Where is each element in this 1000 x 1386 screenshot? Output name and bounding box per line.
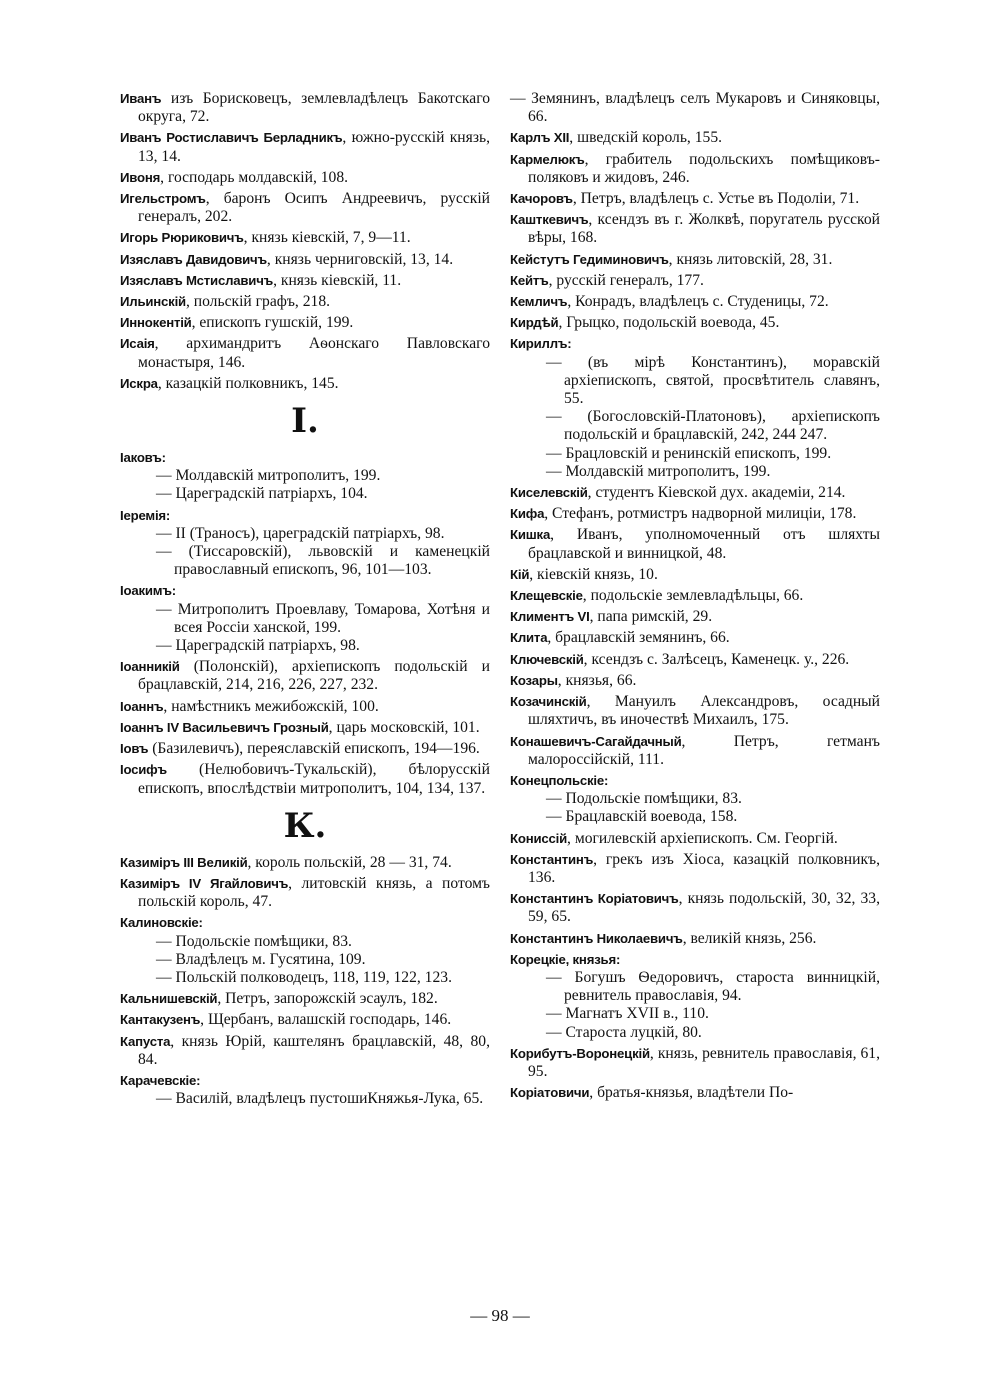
entry-text: , князь кіевскій, 7, 9—11. xyxy=(243,229,411,247)
entry-subitem: — Митрополитъ Проевлаву, Томарова, Хотѣня и всея Россіи ханской, 199. xyxy=(156,600,490,636)
entry-text: , баронъ Осипъ Андреевичъ, русскій генералъ, 202. xyxy=(138,190,490,226)
entry-heading: Конецпольскіе: xyxy=(510,772,609,788)
index-entry xyxy=(120,875,490,911)
index-entry xyxy=(120,190,490,226)
entry-text: , Петръ, запорожскій эсаулъ, 182. xyxy=(217,990,438,1008)
index-entry xyxy=(120,761,490,797)
entry-text: , ксендзъ въ г. Жолквѣ, поругатель русской вѣры, 168. xyxy=(528,211,880,247)
entry-heading: Корецкіе, князья: xyxy=(510,951,621,967)
entry-heading: Карачевскіе: xyxy=(120,1072,201,1088)
index-entry xyxy=(510,693,880,729)
index-entry xyxy=(120,272,490,290)
entry-heading: Кальнишевскій xyxy=(120,991,218,1007)
index-entry xyxy=(510,251,880,269)
entry-heading: Ильинскій xyxy=(120,294,186,310)
entry-text: , русскій генералъ, 177. xyxy=(548,271,704,289)
entry-heading: Карлъ XII xyxy=(510,130,570,146)
entry-subitem: — Владѣлецъ м. Гусятина, 109. xyxy=(156,950,366,968)
index-entry xyxy=(120,719,490,737)
entry-subitem: — Молдавскій митрополитъ, 199. xyxy=(546,462,771,480)
index-entry xyxy=(120,507,490,580)
index-entry xyxy=(120,229,490,247)
page-number: — 98 — xyxy=(470,1306,530,1325)
index-entry xyxy=(120,1011,490,1029)
entry-heading: Капуста xyxy=(120,1033,171,1049)
index-entry xyxy=(510,129,880,147)
entry-heading: Іовъ xyxy=(120,741,149,757)
entry-text: , ксендзъ с. Залѣсецъ, Каменецк. у., 226. xyxy=(583,650,850,668)
entry-text: изъ Борисковецъ, землевладѣлецъ Бакотскаго округа, 72. xyxy=(138,90,490,126)
entry-text: , намѣстникъ межибожскій, 100. xyxy=(163,697,379,715)
index-entry xyxy=(510,587,880,605)
index-entry xyxy=(120,914,490,987)
index-entry xyxy=(510,651,880,669)
entry-subitem: — Цареградскій патріархъ, 104. xyxy=(156,485,368,503)
index-entry xyxy=(510,335,880,481)
entry-text: , папа римскій, 29. xyxy=(589,608,713,626)
index-entry xyxy=(120,449,490,504)
entry-heading: Иванъ Ростиславичъ Берладникъ xyxy=(120,130,343,146)
entry-text: , Стефанъ, ротмистръ надворной милиціи, 178. xyxy=(544,505,857,523)
entry-heading: Казиміръ IV Ягайловичъ xyxy=(120,875,289,891)
entry-heading: Ивоня xyxy=(120,169,161,185)
entry-heading: Ключевскій xyxy=(510,651,584,667)
entry-text: — Земянинъ, владѣлецъ селъ Мукаровъ и Синяковцы, 66. xyxy=(510,90,880,126)
entry-subitem: — Цареградскій патріархъ, 98. xyxy=(156,637,360,655)
index-entry xyxy=(510,566,880,584)
entry-text: (Базилевичъ), переяславскій епископъ, 194—196. xyxy=(148,740,480,758)
index-entry xyxy=(120,335,490,371)
entry-subitem: — Брацловскій и ренинскій епископъ, 199. xyxy=(546,444,832,462)
entry-text: , подольскіе землевладѣльцы, 66. xyxy=(582,587,804,605)
index-entry xyxy=(510,314,880,332)
entry-heading: Кармелюкъ xyxy=(510,151,585,167)
entry-text: , могилевскій архіепископъ. См. Георгій. xyxy=(567,829,838,847)
index-entry xyxy=(510,608,880,626)
index-entry xyxy=(510,1045,880,1081)
index-entry xyxy=(120,1033,490,1069)
index-entry xyxy=(120,1072,490,1108)
index-entry xyxy=(510,211,880,247)
entry-text: , Петръ, владѣлецъ с. Устье въ Подоліи, 71. xyxy=(572,190,860,208)
entry-text: , князь Юрій, каштелянъ брацлавскій, 48, 80, 84. xyxy=(138,1032,490,1068)
entry-text: , князь кіевскій, 11. xyxy=(273,271,402,289)
index-entry xyxy=(510,772,880,827)
entry-text: , студентъ Кіевской дух. академіи, 214. xyxy=(587,484,846,502)
entry-heading: Игельстромъ xyxy=(120,191,206,207)
entry-heading: Изяславъ Мстиславичъ xyxy=(120,272,274,288)
index-entry xyxy=(510,526,880,562)
entry-heading: Исаія xyxy=(120,336,155,352)
index-entry xyxy=(510,1084,880,1102)
entry-text: , господарь молдавскій, 108. xyxy=(160,168,349,186)
entry-text: , шведскій король, 155. xyxy=(569,129,723,147)
entry-subitem: — Брацлавскій воевода, 158. xyxy=(546,808,738,826)
entry-heading: Кониссій xyxy=(510,830,568,846)
entry-heading: Кій xyxy=(510,566,530,582)
entry-heading: Корибутъ-Воронецкій xyxy=(510,1045,650,1061)
entry-text: , Мануилъ Александровъ, осадный шляхтичъ, въ иночествѣ Михаилъ, 175. xyxy=(528,693,880,729)
index-entry xyxy=(510,890,880,926)
entry-heading: Константинъ Николаевичъ xyxy=(510,930,683,946)
entry-subitem: — Польскій полководецъ, 118, 119, 122, 123. xyxy=(156,968,452,986)
entry-subitem: — (въ мірѣ Константинъ), моравскій архіепископъ, святой, просвѣтитель славянъ, 55. xyxy=(546,353,880,408)
entry-subitem: — Подольскіе помѣщики, 83. xyxy=(156,932,352,950)
entry-heading: Іоакимъ: xyxy=(120,583,176,599)
entry-heading: Іосифъ xyxy=(120,762,167,778)
entry-heading: Кишка xyxy=(510,527,551,543)
entry-heading: Изяславъ Давидовичъ xyxy=(120,251,267,267)
index-entry xyxy=(510,293,880,311)
left-column xyxy=(120,90,490,1111)
entry-text: , епископъ гушскій, 199. xyxy=(191,314,354,332)
entry-subitem: — Молдавскій митрополитъ, 199. xyxy=(156,467,381,485)
entry-heading: Климентъ VI xyxy=(510,609,590,625)
entry-heading: Клита xyxy=(510,630,548,646)
entry-heading: Конашевичъ-Сагайдачный xyxy=(510,733,682,749)
index-entry xyxy=(120,582,490,655)
index-entry xyxy=(510,629,880,647)
index-entry xyxy=(510,484,880,502)
entry-text: , князья, 66. xyxy=(557,671,637,689)
entry-heading: Казиміръ III Великій xyxy=(120,854,248,870)
index-entry xyxy=(120,740,490,758)
entry-text: , князь черниговскій, 13, 14. xyxy=(266,250,454,268)
entry-text: , князь подольскій, 30, 32, 33, 59, 65. xyxy=(528,890,880,926)
entry-heading: Іаковъ: xyxy=(120,450,166,466)
index-entry xyxy=(510,733,880,769)
entry-text: , польскій графъ, 218. xyxy=(185,293,331,311)
entry-heading: Коріатовичи xyxy=(510,1085,590,1101)
entry-subitem: — (Тиссаровскій), львовскій и каменецкій православный епископъ, 96, 101—103. xyxy=(156,543,490,579)
entry-text: (Нелюбовичъ-Тукальскій), бѣлорусскій епископъ, впослѣдствіи митрополитъ, 104, 134, 137. xyxy=(138,761,490,797)
entry-heading: Іеремія: xyxy=(120,507,171,523)
entry-heading: Іоанникій xyxy=(120,659,180,675)
index-entry xyxy=(120,698,490,716)
index-entry xyxy=(510,505,880,523)
entry-subitem: — II (Траносъ), цареградскій патріархъ, 98. xyxy=(156,524,445,542)
entry-heading: Качоровъ xyxy=(510,191,573,207)
entry-heading: Иванъ xyxy=(120,91,162,106)
index-entry xyxy=(510,672,880,690)
entry-heading: Искра xyxy=(120,375,158,391)
index-entry xyxy=(120,293,490,311)
entry-heading: Иннокентій xyxy=(120,315,192,331)
entry-subitem: — Богушъ Ѳедоровичъ, староста винницкій, ревнитель православія, 94. xyxy=(546,968,880,1005)
entry-text: , архимандритъ Аѳонскаго Павловскаго монастыря, 146. xyxy=(138,335,490,371)
entry-heading: Калиновскіе: xyxy=(120,915,203,931)
entry-text: , Щербанъ, валашскій господарь, 146. xyxy=(200,1011,452,1029)
entry-subitem: — Подольскіе помѣщики, 83. xyxy=(546,790,742,808)
entry-text: , царь московскій, 101. xyxy=(328,718,480,736)
entry-text: , литовскій князь, а потомъ польскій король, 47. xyxy=(138,874,490,911)
entry-text: , великій князь, 256. xyxy=(682,929,817,947)
entry-heading: Игорь Рюриковичъ xyxy=(120,230,244,246)
index-entry xyxy=(510,190,880,208)
index-entry xyxy=(120,251,490,269)
index-entry xyxy=(120,169,490,187)
index-entry xyxy=(120,314,490,332)
entry-text: , князь, ревнитель православія, 61, 95. xyxy=(528,1044,880,1080)
entry-text: , казацкій полковникъ, 145. xyxy=(157,374,339,392)
index-entry xyxy=(510,830,880,848)
entry-heading: Іоаннъ xyxy=(120,698,164,714)
section-letter: I. xyxy=(291,401,319,442)
entry-heading: Кифа xyxy=(510,506,545,522)
entry-heading: Кантакузенъ xyxy=(120,1012,201,1028)
entry-heading: Клещевскіе xyxy=(510,588,583,604)
entry-heading: Козары xyxy=(510,672,558,688)
entry-text: (Полонскій), архіепископъ подольскій и брацлавскій, 214, 216, 226, 227, 232. xyxy=(138,658,490,694)
entry-heading: Константинъ xyxy=(510,851,594,867)
entry-heading: Киселевскій xyxy=(510,485,588,501)
entry-heading: Кейтъ xyxy=(510,272,549,288)
entry-text: , князь литовскій, 28, 31. xyxy=(668,250,833,268)
entry-subitem: — Староста луцкій, 80. xyxy=(546,1023,702,1041)
index-entry xyxy=(120,854,490,872)
index-entry xyxy=(510,951,880,1042)
index-entry xyxy=(510,272,880,290)
index-entry xyxy=(120,129,490,165)
index-entry xyxy=(120,90,490,126)
index-entry xyxy=(510,90,880,126)
entry-heading: Кириллъ: xyxy=(510,336,572,352)
index-entry xyxy=(510,851,880,887)
entry-text: , грекъ изъ Хіоса, казацкій полковникъ, 136. xyxy=(528,850,880,886)
entry-text: , Петръ, гетманъ малороссійскій, 111. xyxy=(528,732,880,768)
index-entry xyxy=(120,990,490,1008)
entry-text: , Иванъ, уполномоченный отъ шляхты брацлавской и винницкой, 48. xyxy=(528,526,880,562)
entry-text: , Грыцко, подольскій воевода, 45. xyxy=(558,314,780,332)
entry-text: , Конрадъ, владѣлецъ с. Студеницы, 72. xyxy=(567,293,829,311)
entry-text: , братья-князья, владѣтели По- xyxy=(589,1084,794,1102)
entry-heading: Кемличъ xyxy=(510,294,568,310)
entry-subitem: — (Богословскій-Платоновъ), архіепископъ подольскій и брацлавскій, 242, 244 247. xyxy=(546,408,880,444)
entry-subitem: — Василій, владѣлецъ пустошиКняжья-Лука, 65. xyxy=(156,1090,484,1108)
index-entry xyxy=(510,151,880,187)
index-entry xyxy=(120,658,490,694)
section-letter: К. xyxy=(283,805,327,846)
entry-heading: Кирдѣй xyxy=(510,315,559,331)
right-column xyxy=(510,90,880,1105)
entry-heading: Іоаннъ IV Васильевичъ Грозный xyxy=(120,719,329,735)
entry-heading: Кашткевичъ xyxy=(510,212,589,228)
entry-text: , брацлавскій земянинъ, 66. xyxy=(547,629,730,647)
index-entry xyxy=(120,375,490,393)
entry-heading: Кейстутъ Гедиминовичъ xyxy=(510,251,669,267)
entry-text: , король польскій, 28 — 31, 74. xyxy=(247,853,452,871)
entry-subitem: — Магнатъ XVII в., 110. xyxy=(546,1005,709,1023)
entry-heading: Константинъ Коріатовичъ xyxy=(510,891,679,907)
entry-heading: Козачинскій xyxy=(510,694,587,710)
entry-text: , южно-русскій князь, 13, 14. xyxy=(138,129,490,165)
entry-text: , кіевскій князь, 10. xyxy=(529,565,658,583)
index-entry xyxy=(510,930,880,948)
entry-text: , грабитель подольскихъ помѣщиковъ-поляковъ и жидовъ, 246. xyxy=(528,150,880,186)
